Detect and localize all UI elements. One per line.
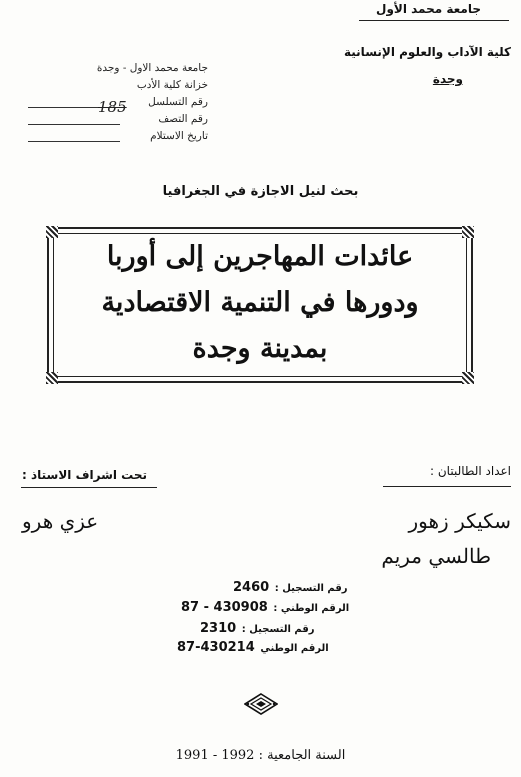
research-label: بحث لنيل الاجازة في الجغرافيا (162, 184, 359, 199)
registration-number-1: 2460 (233, 580, 270, 595)
corner-ornament-icon (462, 372, 474, 384)
city-name: وجدة (432, 72, 463, 86)
academic-year-value: 1991 - 1992 (175, 748, 255, 763)
supervision-label: تحت اشراف الاستاذ : (22, 468, 148, 482)
national-label-1: الرقم الوطني : (273, 603, 350, 614)
registration-label-2: رقم التسجيل : (241, 624, 315, 635)
registration-row-1 (233, 576, 348, 595)
registration-label-1: رقم التسجيل : (274, 583, 348, 594)
national-row-1 (181, 596, 349, 615)
stamp-line-5: تاريخ الاستلام (150, 130, 208, 142)
academic-year (0, 748, 521, 763)
academic-year-label: السنة الجامعية : (258, 748, 346, 763)
national-number-2: 87-430214 (177, 640, 255, 655)
title-frame (47, 227, 473, 383)
preparation-label: اعداد الطالبتان : (430, 464, 511, 478)
diamond-ornament-icon (244, 693, 278, 715)
stamp-row-date (28, 130, 208, 147)
stamp-line-2: خزانة كلية الأدب (136, 79, 208, 91)
corner-ornament-icon (46, 226, 58, 238)
national-number-1: 87 - 430908 (181, 600, 268, 615)
registration-number-2: 2310 (200, 621, 237, 636)
corner-ornament-icon (46, 372, 58, 384)
student-name-2: طالسي مريم (381, 544, 491, 568)
university-name: جامعة محمد الأول (376, 2, 481, 16)
corner-ornament-icon (462, 226, 474, 238)
library-stamp (28, 62, 208, 147)
title-line-2: ودورها في التنمية الاقتصادية (101, 287, 419, 318)
supervisor-name: عزي هرو (22, 509, 99, 533)
stamp-line-1: جامعة محمد الاول - وجدة (96, 62, 208, 74)
national-row-2 (177, 636, 329, 655)
supervision-rule (21, 487, 157, 488)
national-label-2: الرقم الوطني (260, 643, 329, 654)
registration-row-2 (200, 617, 315, 636)
header-rule (359, 20, 509, 21)
title-line-3: بمدينة وجدة (192, 333, 328, 364)
faculty-name: كلية الآداب والعلوم الإنسانية (344, 45, 511, 59)
stamp-dash (28, 141, 120, 142)
stamp-line-4: رقم التصف (158, 113, 208, 125)
stamp-dash (28, 124, 120, 125)
preparation-rule (383, 486, 511, 487)
student-name-1: سكيكر زهور (408, 509, 511, 533)
stamp-serial-number: 185 (98, 98, 127, 116)
title-line-1: عائدات المهاجرين إلى أوربا (106, 241, 414, 272)
stamp-line-3: رقم التسلسل (148, 96, 208, 108)
